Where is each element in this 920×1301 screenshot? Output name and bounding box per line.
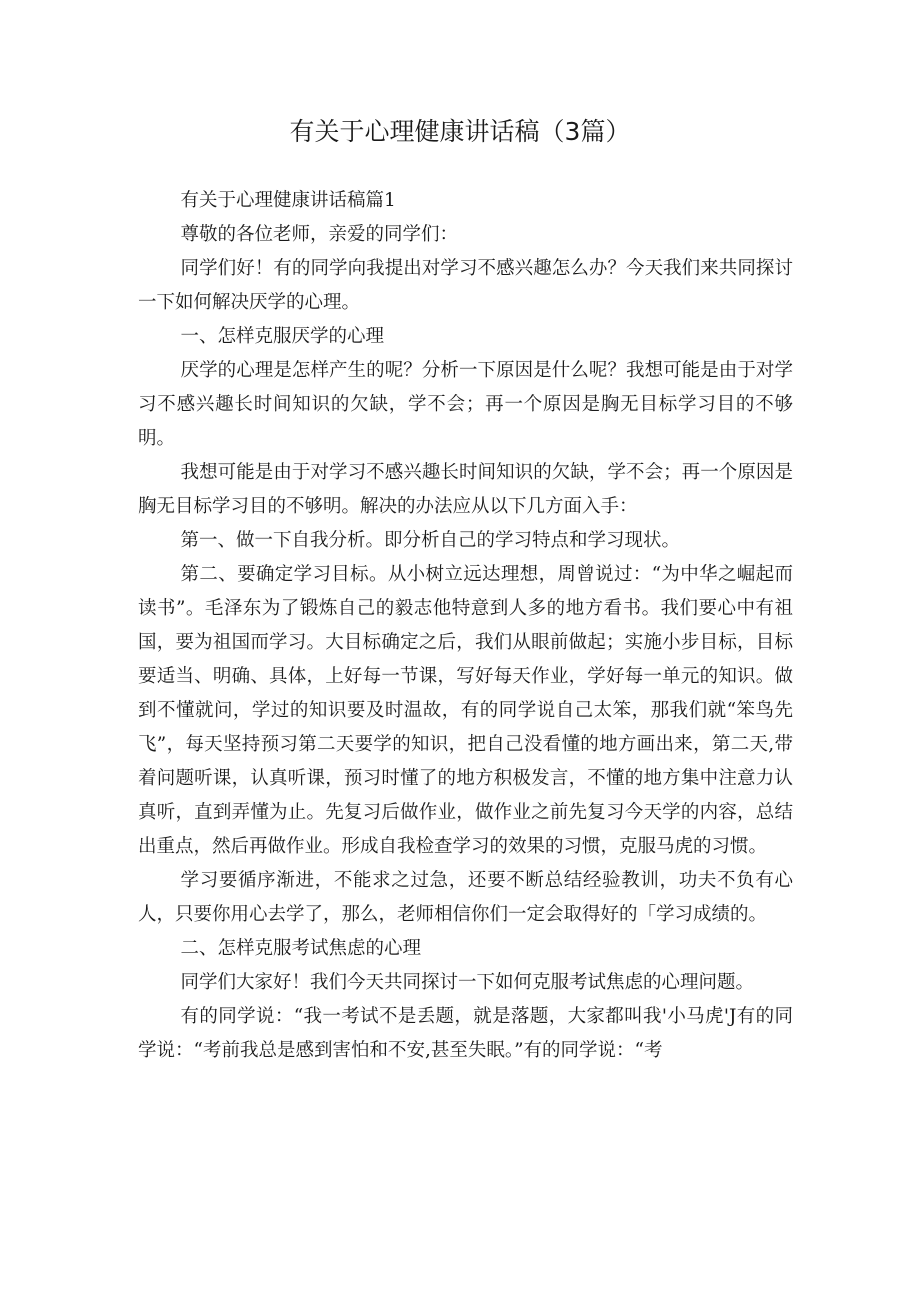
paragraph-step-two: 第二、要确定学习目标。从小树立远达理想，周曾说过：“为中华之崛起而读书”。毛泽东为了锻炼自己的毅志他特意到人多的地方看书。我们要心中有祖国，要为祖国而学习。大目标确定之后，我们从眼前做起；实施小步目标，目标要适当、明确、具体，上好每一节课，写好每天作业，学好每一单元的知识。做到不懂就问，学过的知识要及时温故，有的同学说自己太笨，那我们就“笨鸟先飞”，每天坚持预习第二天要学的知识，把自己没看懂的地方画出来，第二天,带着问题听课，认真听课，预习时懂了的地方积极发言，不懂的地方集中注意力认真听，直到弄懂为止。先复习后做作业，做作业之前先复习今天学的内容，总结出重点，然后再做作业。形成自我检查学习的效果的习惯，克服马虎的习惯。 <box>138 564 793 857</box>
paragraph-step-one: 第一、做一下自我分析。即分析自己的学习特点和学习现状。 <box>180 530 681 551</box>
section-title-part-1: 有关于心理健康讲话稿篇1 <box>180 190 396 211</box>
heading-exam-anxiety: 二、怎样克服考试焦虑的心理 <box>180 938 422 959</box>
heading-overcome-aversion: 一、怎样克服厌学的心理 <box>180 326 385 347</box>
paragraph-solution: 我想可能是由于对学习不感兴趣长时间知识的欠缺，学不会；再一个原因是胸无目标学习目的不够明。解决的办法应从以下几方面入手： <box>138 462 793 517</box>
paragraph-exam-intro: 同学们大家好！我们今天共同探讨一下如何克服考试焦虑的心理问题。 <box>180 972 755 993</box>
document-body <box>138 184 793 1068</box>
document-title: 有关于心理健康讲话稿（3篇） <box>289 117 631 146</box>
intro-paragraph: 同学们好！有的同学向我提出对学习不感兴趣怎么办？今天我们来共同探讨一下如何解决厌学的心理。 <box>138 258 793 313</box>
paragraph-student-quotes: 有的同学说：“我一考试不是丢题，就是落题，大家都叫我'小马虎'J有的同学说：“考前我总是感到害怕和不安,甚至失眠。”有的同学说：“考 <box>138 1006 793 1061</box>
salutation: 尊敬的各位老师，亲爱的同学们： <box>180 224 459 245</box>
paragraph-cause: 厌学的心理是怎样产生的呢？分析一下原因是什么呢？我想可能是由于对学习不感兴趣长时间知识的欠缺，学不会；再一个原因是胸无目标学习目的不够明。 <box>138 360 793 449</box>
paragraph-perseverance: 学习要循序渐进，不能求之过急，还要不断总结经验教训，功夫不负有心人，只要你用心去学了，那么，老师相信你们一定会取得好的「学习成绩的。 <box>138 870 793 925</box>
